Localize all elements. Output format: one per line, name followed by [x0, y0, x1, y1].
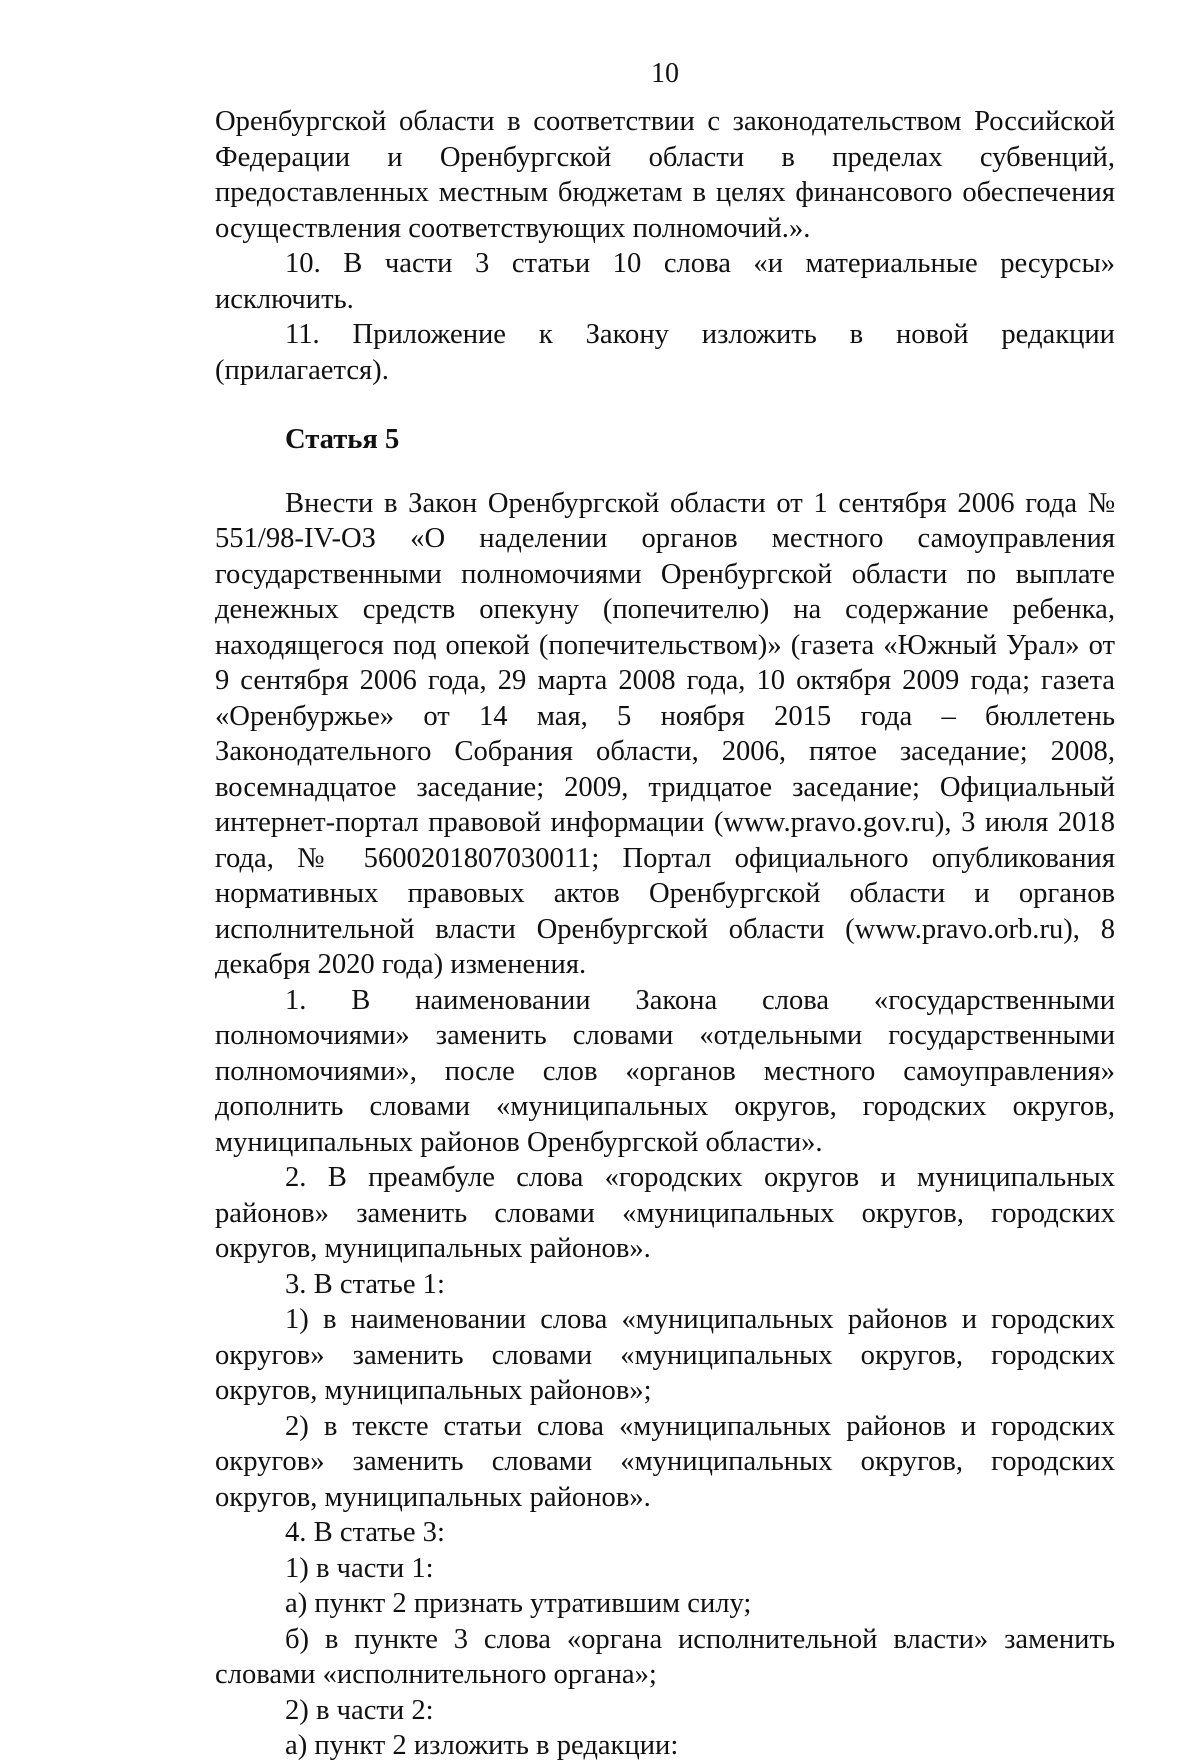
paragraph-intro: Внести в Закон Оренбургской области от 1 сентября 2006 года № 551/98-IV-ОЗ «О наделении органов местного самоуправления государственными полномочиями Оренбургской области по выплате денежных средств опекуну (попечителю) на содержание ребенка, находящегося под опекой (попечительством)» (газета «Южный Урал» от 9 сентября 2006 года, 29 марта 2008 года, 10 октября 2009 года; газета «Оренбуржье» от 14 мая, 5 ноября 2015 года – бюллетень Законодательного Собрания области, 2006, пятое заседание; 2008, восемнадцатое заседание; 2009, тридцатое заседание; Официальный интернет-портал правовой информации (www.pravo.gov.ru), 3 июля 2018 года, № 5600201807030011; Портал официального опубликования нормативных правовых актов Оренбургской области и органов исполнительной власти Оренбургской области (www.pravo.orb.ru), 8 декабря 2020 года) изменения.	[215, 487, 1115, 980]
document-body	[215, 104, 1115, 1764]
paragraph-amendment-4-1-b: б) в пункте 3 слова «органа исполнительной власти» заменить словами «исполнительного органа»;	[215, 1623, 1115, 1690]
paragraph-amendment-4-2-a: а) пункт 2 изложить в редакции:	[285, 1730, 679, 1761]
paragraph-amendment-1: 1. В наименовании Закона слова «государственными полномочиями» заменить словами «отдельными государственными полномочиями», после слов «органов местного самоуправления» дополнить словами «муниципальных округов, городских округов, муниципальных районов Оренбургской области».	[215, 984, 1115, 1158]
paragraph-amendment-3-1: 1) в наименовании слова «муниципальных районов и городских округов» заменить словами «муниципальных округов, городских округов, муниципальных районов»;	[215, 1304, 1115, 1406]
article-heading: Статья 5	[285, 424, 400, 455]
paragraph-continuation: Оренбургской области в соответствии с законодательством Российской Федерации и Оренбургской области в пределах субвенций, предоставленных местным бюджетам в целях финансового обеспечения осуществления соответствующих полномочий.».	[215, 106, 1115, 244]
paragraph-amendment-4-1-a: а) пункт 2 признать утратившим силу;	[285, 1588, 752, 1619]
paragraph-item-10: 10. В части 3 статьи 10 слова «и материальные ресурсы» исключить.	[215, 248, 1115, 315]
paragraph-item-11: 11. Приложение к Закону изложить в новой редакции (прилагается).	[215, 319, 1115, 386]
paragraph-amendment-3: 3. В статье 1:	[285, 1268, 445, 1300]
paragraph-amendment-4-1: 1) в части 1:	[285, 1552, 434, 1584]
paragraph-amendment-2: 2. В преамбуле слова «городских округов и муниципальных районов» заменить словами «муниципальных округов, городских округов, муниципальных районов».	[215, 1162, 1115, 1264]
spacer	[215, 458, 1115, 486]
paragraph-amendment-3-2: 2) в тексте статьи слова «муниципальных районов и городских округов» заменить словами «муниципальных округов, городских округов, муниципальных районов».	[215, 1410, 1115, 1513]
paragraph-amendment-4: 4. В статье 3:	[285, 1517, 445, 1548]
page-number: 10	[651, 58, 679, 89]
paragraph-amendment-4-2: 2) в части 2:	[285, 1694, 434, 1726]
